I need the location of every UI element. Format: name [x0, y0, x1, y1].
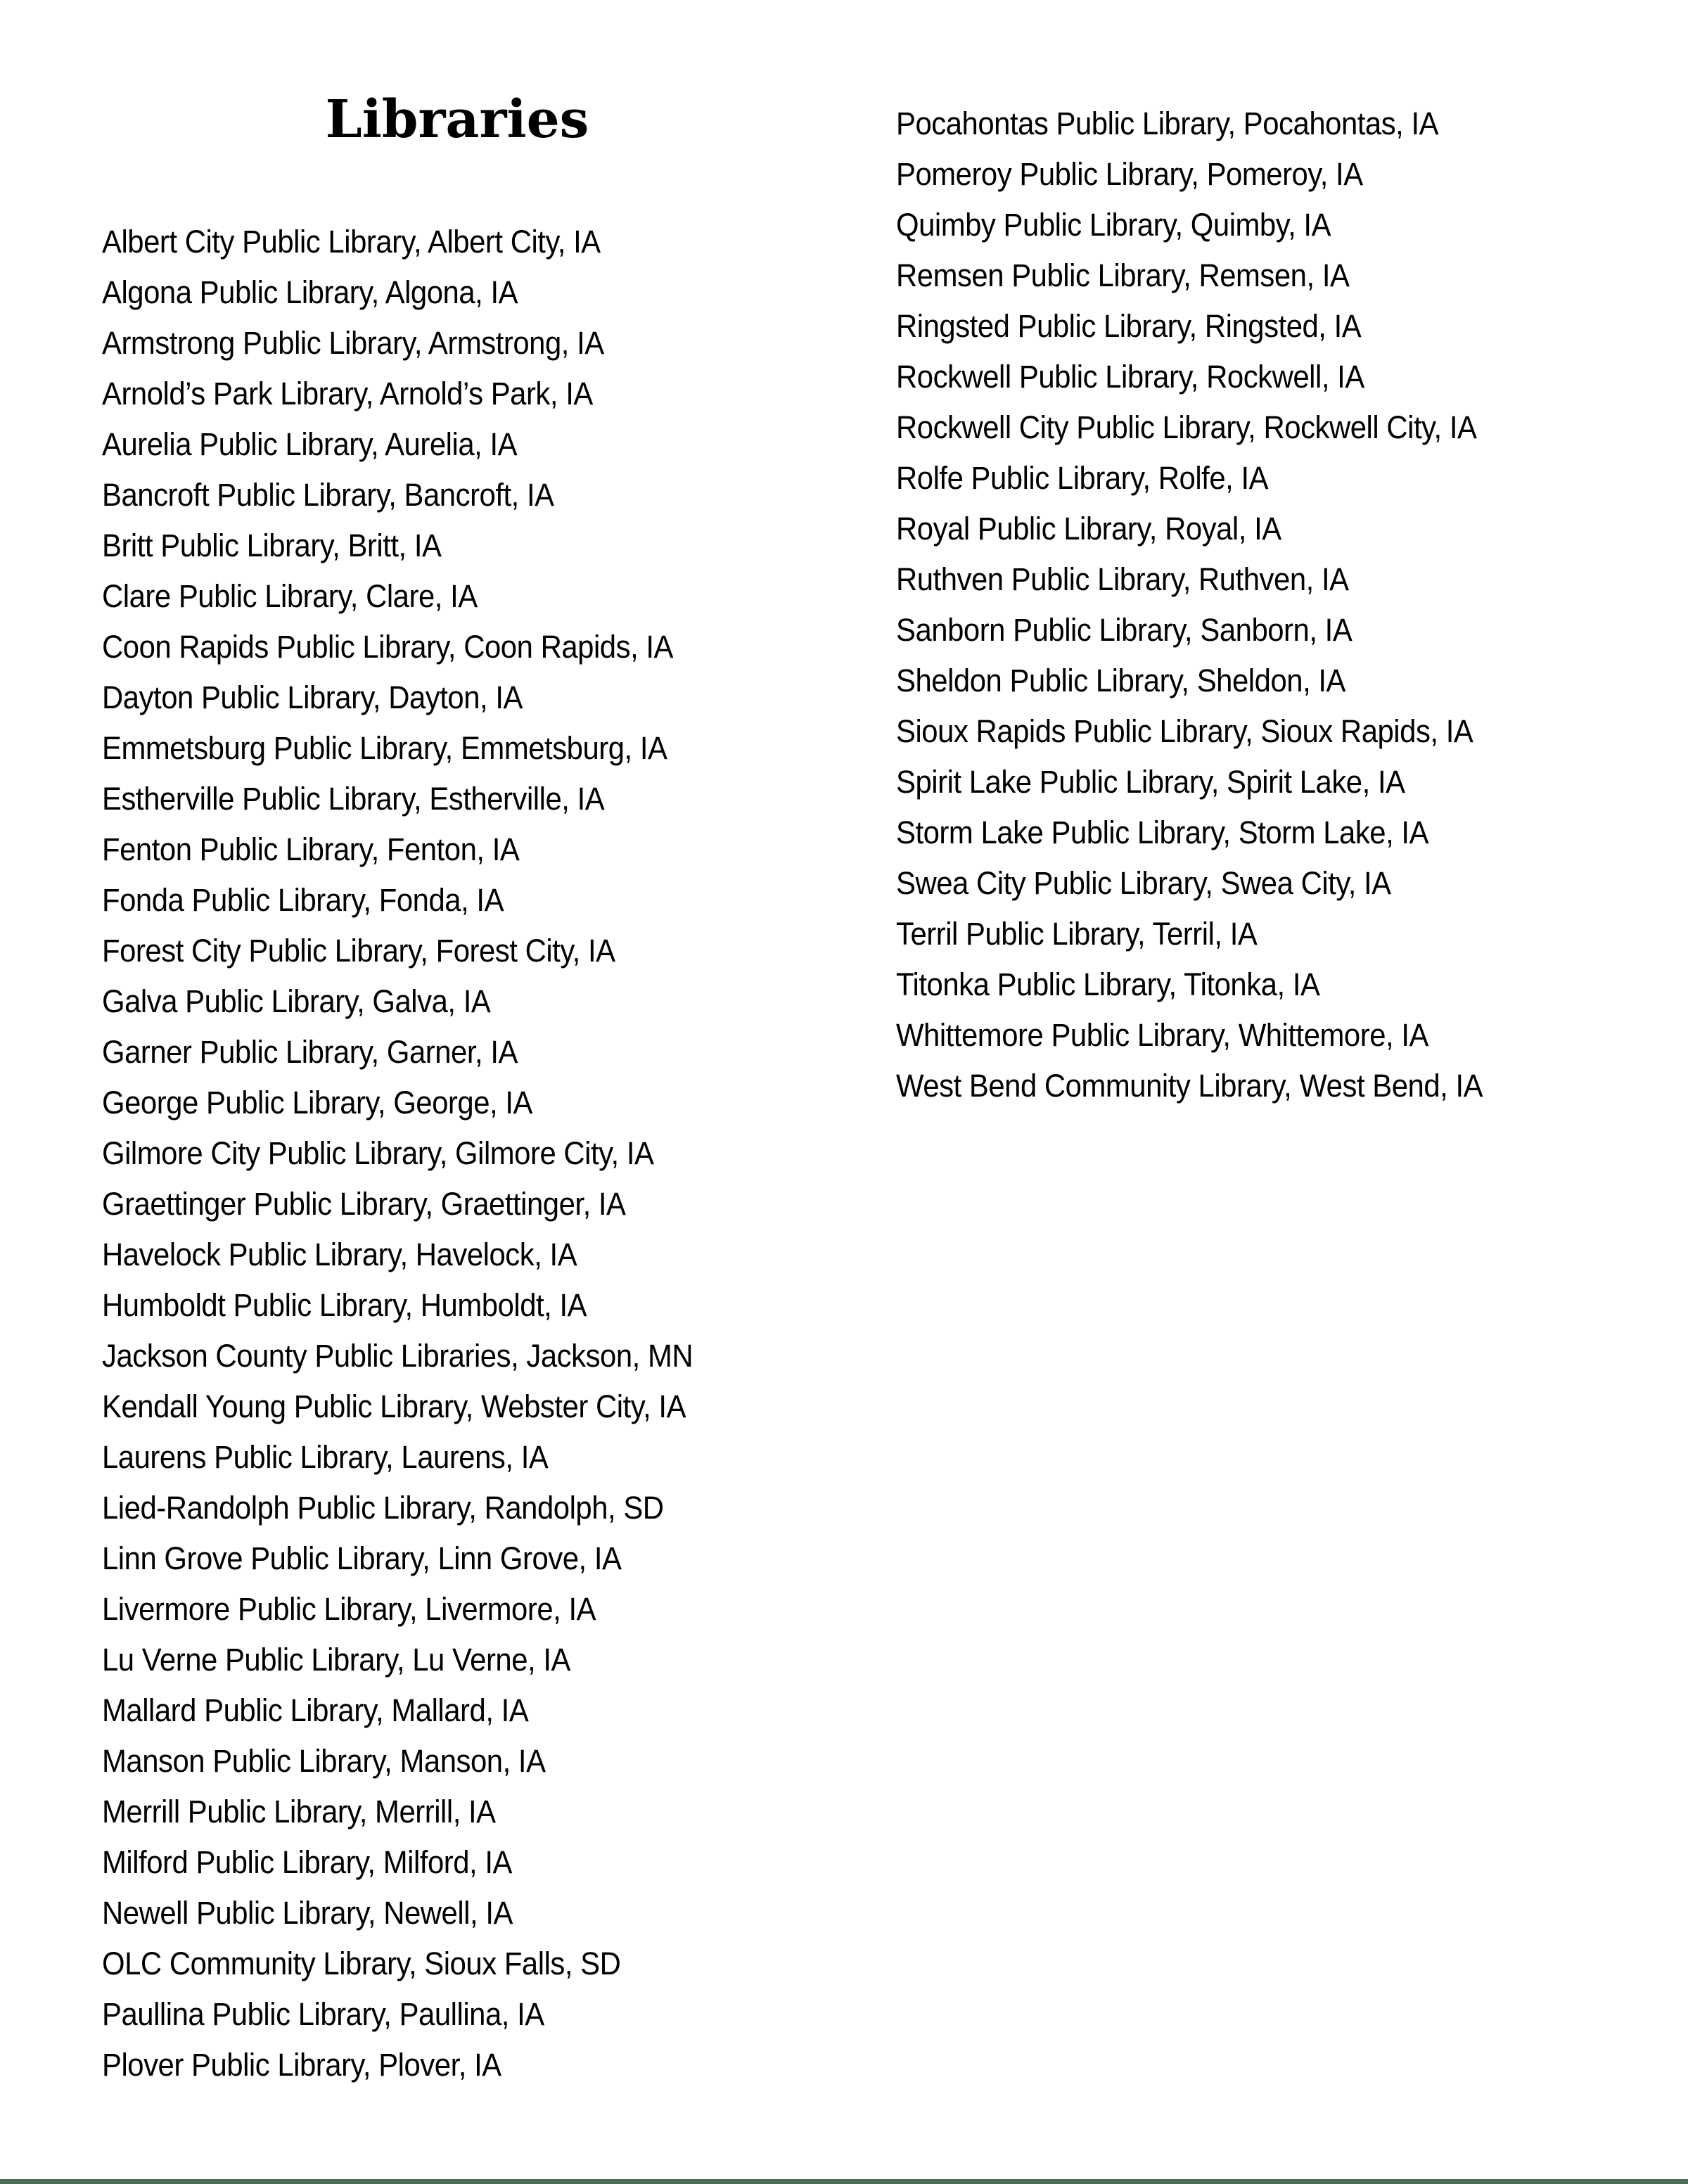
library-entry: Aurelia Public Library, Aurelia, IA	[102, 426, 518, 462]
library-entry: Manson Public Library, Manson, IA	[102, 1743, 546, 1779]
library-entry: Coon Rapids Public Library, Coon Rapids, IA	[102, 629, 674, 665]
library-entry: Newell Public Library, Newell, IA	[102, 1895, 513, 1931]
page-title: Libraries	[325, 89, 589, 150]
library-entry: Galva Public Library, Galva, IA	[102, 983, 491, 1019]
library-entry: Lied-Randolph Public Library, Randolph, SD	[102, 1490, 664, 1526]
library-entry: West Bend Community Library, West Bend, IA	[896, 1068, 1483, 1104]
library-entry: Havelock Public Library, Havelock, IA	[102, 1237, 577, 1272]
library-entry: Garner Public Library, Garner, IA	[102, 1034, 518, 1070]
library-entry: Kendall Young Public Library, Webster City, IA	[102, 1388, 686, 1424]
library-entry: Dayton Public Library, Dayton, IA	[102, 679, 523, 715]
library-entry: Rolfe Public Library, Rolfe, IA	[896, 460, 1269, 496]
library-entry: Paullina Public Library, Paullina, IA	[102, 1996, 544, 2032]
library-entry: Rockwell City Public Library, Rockwell City, IA	[896, 409, 1477, 445]
library-entry: Graettinger Public Library, Graettinger, IA	[102, 1186, 626, 1222]
library-entry: Storm Lake Public Library, Storm Lake, IA	[896, 815, 1429, 850]
library-entry: Pocahontas Public Library, Pocahontas, IA	[896, 106, 1439, 141]
library-entry: Gilmore City Public Library, Gilmore City, IA	[102, 1135, 654, 1171]
library-entry: Emmetsburg Public Library, Emmetsburg, IA	[102, 730, 667, 766]
library-entry: Clare Public Library, Clare, IA	[102, 578, 478, 614]
library-entry: OLC Community Library, Sioux Falls, SD	[102, 1946, 621, 1981]
library-list-right-column	[896, 98, 1629, 1111]
library-entry: Pomeroy Public Library, Pomeroy, IA	[896, 156, 1363, 192]
library-entry: Laurens Public Library, Laurens, IA	[102, 1439, 549, 1475]
library-entry: Whittemore Public Library, Whittemore, IA	[896, 1017, 1428, 1053]
library-entry: Terril Public Library, Terril, IA	[896, 916, 1258, 952]
library-entry: Quimby Public Library, Quimby, IA	[896, 207, 1331, 243]
library-entry: Ruthven Public Library, Ruthven, IA	[896, 561, 1349, 597]
library-entry: Arnold’s Park Library, Arnold’s Park, IA	[102, 376, 593, 411]
library-list-left-column	[102, 217, 821, 2090]
library-entry: Ringsted Public Library, Ringsted, IA	[896, 308, 1362, 344]
library-entry: Forest City Public Library, Forest City, IA	[102, 933, 615, 969]
library-entry: Swea City Public Library, Swea City, IA	[896, 865, 1391, 901]
library-entry: Algona Public Library, Algona, IA	[102, 274, 518, 310]
library-entry: Spirit Lake Public Library, Spirit Lake, IA	[896, 764, 1405, 800]
library-entry: Fenton Public Library, Fenton, IA	[102, 831, 520, 867]
library-entry: Mallard Public Library, Mallard, IA	[102, 1692, 529, 1728]
library-entry: Armstrong Public Library, Armstrong, IA	[102, 325, 604, 361]
library-entry: Remsen Public Library, Remsen, IA	[896, 257, 1350, 293]
library-entry: Lu Verne Public Library, Lu Verne, IA	[102, 1642, 570, 1678]
library-entry: Jackson County Public Libraries, Jackson, MN	[102, 1338, 693, 1374]
library-entry: Sheldon Public Library, Sheldon, IA	[896, 663, 1346, 698]
footer-accent-bar	[0, 2179, 1688, 2184]
library-entry: Estherville Public Library, Estherville, IA	[102, 781, 605, 817]
library-entry: Sanborn Public Library, Sanborn, IA	[896, 612, 1353, 648]
library-entry: Britt Public Library, Britt, IA	[102, 528, 442, 563]
library-entry: Merrill Public Library, Merrill, IA	[102, 1794, 496, 1829]
library-entry: Humboldt Public Library, Humboldt, IA	[102, 1287, 587, 1323]
library-entry: Fonda Public Library, Fonda, IA	[102, 882, 504, 918]
library-entry: Linn Grove Public Library, Linn Grove, IA	[102, 1540, 622, 1576]
library-entry: Royal Public Library, Royal, IA	[896, 511, 1281, 547]
library-entry: Milford Public Library, Milford, IA	[102, 1844, 512, 1880]
library-entry: Plover Public Library, Plover, IA	[102, 2047, 501, 2083]
library-entry: George Public Library, George, IA	[102, 1085, 532, 1120]
library-entry: Albert City Public Library, Albert City, IA	[102, 224, 601, 260]
library-entry: Livermore Public Library, Livermore, IA	[102, 1591, 596, 1627]
library-entry: Bancroft Public Library, Bancroft, IA	[102, 477, 554, 513]
library-entry: Rockwell Public Library, Rockwell, IA	[896, 359, 1364, 395]
library-entry: Sioux Rapids Public Library, Sioux Rapids, IA	[896, 713, 1473, 749]
library-entry: Titonka Public Library, Titonka, IA	[896, 966, 1320, 1002]
